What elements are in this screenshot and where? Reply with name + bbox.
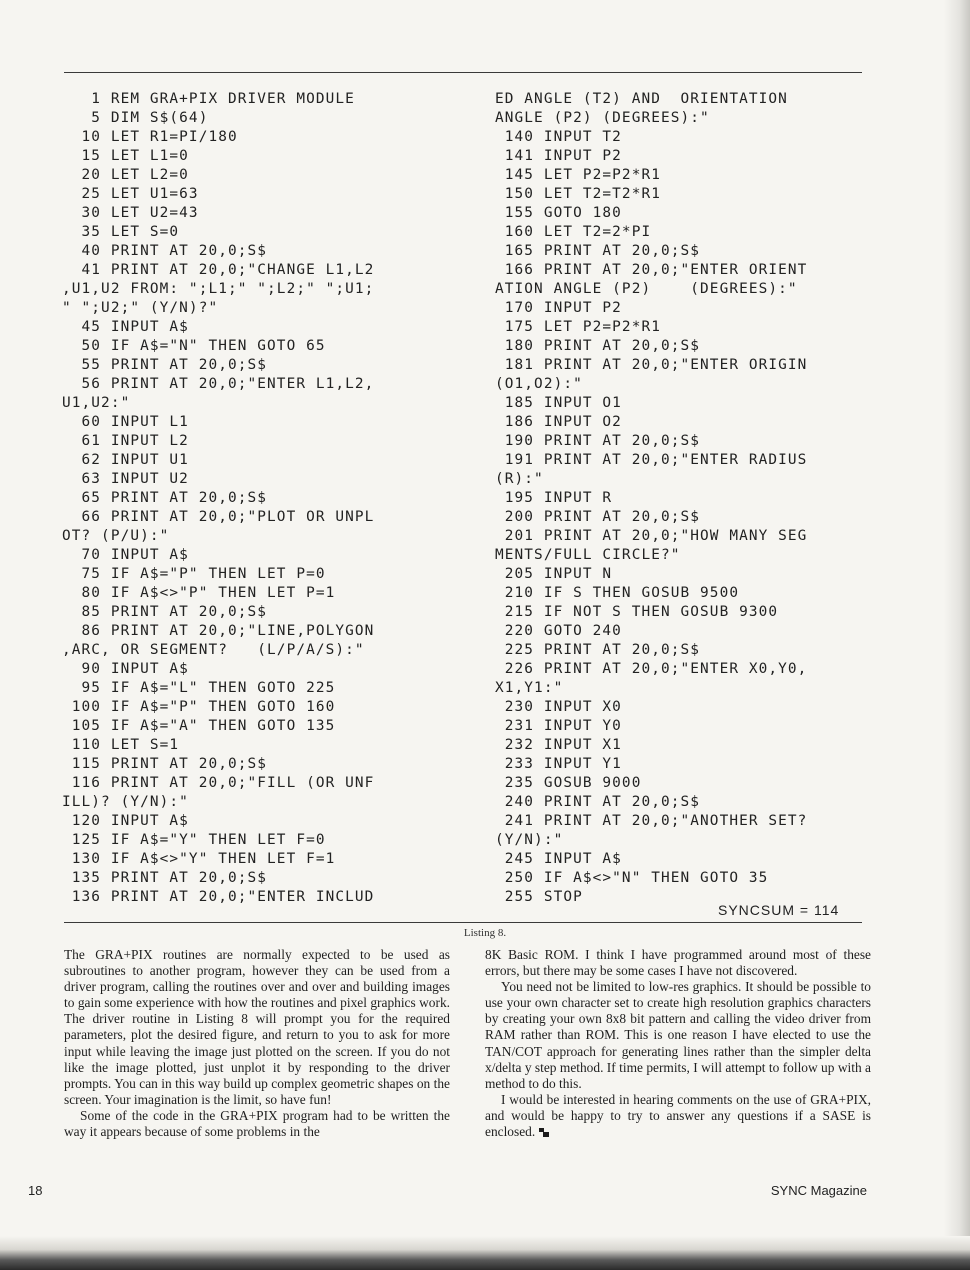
code-line: 181 PRINT AT 20,0;"ENTER ORIGIN	[495, 357, 808, 373]
code-line: " ";U2;" (Y/N)?"	[62, 300, 219, 316]
code-line: (Y/N):"	[495, 832, 564, 848]
listing-bottom-rule	[64, 922, 862, 923]
code-line: 220 GOTO 240	[495, 623, 622, 639]
code-line: 232 INPUT X1	[495, 737, 622, 753]
code-line: 66 PRINT AT 20,0;"PLOT OR UNPL	[62, 509, 375, 525]
code-line: ANGLE (P2) (DEGREES):"	[495, 110, 710, 126]
code-line: 125 IF A$="Y" THEN LET F=0	[62, 832, 326, 848]
code-line: 90 INPUT A$	[62, 661, 189, 677]
code-line: 60 INPUT L1	[62, 414, 189, 430]
code-line: 225 PRINT AT 20,0;S$	[495, 642, 701, 658]
code-line: 61 INPUT L2	[62, 433, 189, 449]
code-line: 165 PRINT AT 20,0;S$	[495, 243, 701, 259]
code-line: 185 INPUT O1	[495, 395, 622, 411]
code-line: 255 STOP	[495, 889, 583, 905]
code-line: OT? (P/U):"	[62, 528, 170, 544]
code-line: 166 PRINT AT 20,0;"ENTER ORIENT	[495, 262, 808, 278]
code-line: ,ARC, OR SEGMENT? (L/P/A/S):"	[62, 642, 365, 658]
code-line: 100 IF A$="P" THEN GOTO 160	[62, 699, 336, 715]
paragraph: You need not be limited to low-res graphics. It should be possible to use your own character set to create high resolution graphics characters by creating your own 8x8 bit pattern and calling the video driver from RAM rather than ROM. This is one reason I have elected to use the TAN/COT approach for generating lines rather than the simpler delta x/delta y step method. If time permits, I will attempt to follow up with a method to do this.	[485, 979, 871, 1091]
listing-top-rule	[64, 72, 862, 73]
paragraph: Some of the code in the GRA+PIX program had to be written the way it appears because of some problems in the	[64, 1107, 450, 1140]
code-line: 110 LET S=1	[62, 737, 180, 753]
code-line: 65 PRINT AT 20,0;S$	[62, 490, 268, 506]
code-line: 135 PRINT AT 20,0;S$	[62, 870, 268, 886]
code-line: 116 PRINT AT 20,0;"FILL (OR UNF	[62, 775, 375, 791]
code-line: 15 LET L1=0	[62, 148, 189, 164]
code-line: 141 INPUT P2	[495, 148, 622, 164]
code-listing-right-column	[495, 90, 870, 907]
code-line: 80 IF A$<>"P" THEN LET P=1	[62, 585, 336, 601]
code-line: 105 IF A$="A" THEN GOTO 135	[62, 718, 336, 734]
article-right-column	[485, 947, 871, 1140]
code-line: 115 PRINT AT 20,0;S$	[62, 756, 268, 772]
code-line: (R):"	[495, 471, 544, 487]
code-line: MENTS/FULL CIRCLE?"	[495, 547, 681, 563]
code-line: ILL)? (Y/N):"	[62, 794, 189, 810]
paragraph: The GRA+PIX routines are normally expected to be used as subroutines to another program, however they can be used from a driver program, calling the routines over and over and building images to gain some experience with how the routines and pixel graphics work. The driver routine in Listing 8 will prompt you for the required parameters, plot the desired figure, and return to you to ask for more input while leaving the image just plotted on the screen. If you do not like the image plotted, just unplot it by responding to the driver prompts. You can in this way build up complex geometric shapes on the screen. Your imagination is the limit, so have fun!	[64, 947, 450, 1107]
code-line: 200 PRINT AT 20,0;S$	[495, 509, 701, 525]
code-line: 201 PRINT AT 20,0;"HOW MANY SEG	[495, 528, 808, 544]
page-number: 18	[28, 1183, 43, 1198]
code-line: 190 PRINT AT 20,0;S$	[495, 433, 701, 449]
code-line: 186 INPUT O2	[495, 414, 622, 430]
code-line: 120 INPUT A$	[62, 813, 189, 829]
code-line: 5 DIM S$(64)	[62, 110, 209, 126]
code-line: 56 PRINT AT 20,0;"ENTER L1,L2,	[62, 376, 375, 392]
code-line: (O1,O2):"	[495, 376, 583, 392]
code-line: 230 INPUT X0	[495, 699, 622, 715]
code-line: 85 PRINT AT 20,0;S$	[62, 604, 268, 620]
code-line: 25 LET U1=63	[62, 186, 199, 202]
code-line: 250 IF A$<>"N" THEN GOTO 35	[495, 870, 769, 886]
code-line: 130 IF A$<>"Y" THEN LET F=1	[62, 851, 336, 867]
code-line: 45 INPUT A$	[62, 319, 189, 335]
page-bottom-edge-shadow	[0, 1236, 970, 1270]
code-line: 233 INPUT Y1	[495, 756, 622, 772]
code-line: 40 PRINT AT 20,0;S$	[62, 243, 268, 259]
code-line: ,U1,U2 FROM: ";L1;" ";L2;" ";U1;	[62, 281, 375, 297]
listing-caption: Listing 8.	[463, 927, 507, 939]
code-line: 95 IF A$="L" THEN GOTO 225	[62, 680, 336, 696]
paragraph-text: I would be interested in hearing comments on the use of GRA+PIX, and would be happy to try to answer any questions if a SASE is enclosed.	[485, 1091, 871, 1140]
code-line: 245 INPUT A$	[495, 851, 622, 867]
code-line: U1,U2:"	[62, 395, 131, 411]
code-line: 62 INPUT U1	[62, 452, 189, 468]
code-line: 10 LET R1=PI/180	[62, 129, 238, 145]
code-line: 35 LET S=0	[62, 224, 180, 240]
paragraph-last	[485, 1092, 871, 1140]
code-line: 55 PRINT AT 20,0;S$	[62, 357, 268, 373]
code-line: 41 PRINT AT 20,0;"CHANGE L1,L2	[62, 262, 375, 278]
code-line: 210 IF S THEN GOSUB 9500	[495, 585, 740, 601]
paragraph: 8K Basic ROM. I think I have programmed around most of these errors, but there may be some cases I have not discovered.	[485, 947, 871, 979]
code-listing-left-column	[62, 90, 442, 907]
code-line: 215 IF NOT S THEN GOSUB 9300	[495, 604, 779, 620]
code-line: 231 INPUT Y0	[495, 718, 622, 734]
code-line: 50 IF A$="N" THEN GOTO 65	[62, 338, 326, 354]
code-line: 170 INPUT P2	[495, 300, 622, 316]
code-line: 63 INPUT U2	[62, 471, 189, 487]
code-line: 235 GOSUB 9000	[495, 775, 642, 791]
code-line: 241 PRINT AT 20,0;"ANOTHER SET?	[495, 813, 808, 829]
code-line: 240 PRINT AT 20,0;S$	[495, 794, 701, 810]
code-line: ATION ANGLE (P2) (DEGREES):"	[495, 281, 798, 297]
code-line: 191 PRINT AT 20,0;"ENTER RADIUS	[495, 452, 808, 468]
code-line: 86 PRINT AT 20,0;"LINE,POLYGON	[62, 623, 375, 639]
code-line: 145 LET P2=P2*R1	[495, 167, 661, 183]
code-line: 30 LET U2=43	[62, 205, 199, 221]
code-line: 160 LET T2=2*PI	[495, 224, 652, 240]
code-line: 175 LET P2=P2*R1	[495, 319, 661, 335]
code-line: 205 INPUT N	[495, 566, 613, 582]
code-line: 75 IF A$="P" THEN LET P=0	[62, 566, 326, 582]
code-line: 136 PRINT AT 20,0;"ENTER INCLUD	[62, 889, 375, 905]
code-line: ED ANGLE (T2) AND ORIENTATION	[495, 91, 788, 107]
code-line: 1 REM GRA+PIX DRIVER MODULE	[62, 91, 355, 107]
code-line: X1,Y1:"	[495, 680, 564, 696]
code-line: 150 LET T2=T2*R1	[495, 186, 661, 202]
article-left-column	[64, 947, 450, 1140]
code-line: 180 PRINT AT 20,0;S$	[495, 338, 701, 354]
code-line: 20 LET L2=0	[62, 167, 189, 183]
page-right-edge-shadow	[944, 0, 970, 1270]
code-line: 70 INPUT A$	[62, 547, 189, 563]
magazine-name: SYNC Magazine	[770, 1183, 867, 1198]
code-line: 155 GOTO 180	[495, 205, 622, 221]
code-line: 226 PRINT AT 20,0;"ENTER X0,Y0,	[495, 661, 808, 677]
code-line: 140 INPUT T2	[495, 129, 622, 145]
syncsum-value: SYNCSUM = 114	[718, 902, 840, 918]
code-line: 195 INPUT R	[495, 490, 613, 506]
end-of-article-icon	[539, 1128, 549, 1136]
